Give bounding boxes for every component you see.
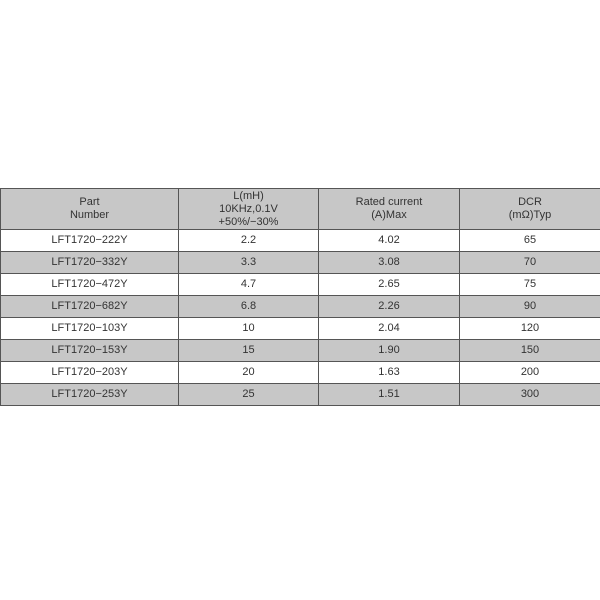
header-line: DCR: [518, 196, 542, 208]
cell-inductance: 15: [179, 340, 319, 362]
cell-inductance: 10: [179, 318, 319, 340]
header-line: (A)Max: [371, 209, 407, 221]
cell-part-number: LFT1720−203Y: [1, 362, 179, 384]
table-row: [1, 384, 600, 406]
cell-rated-current: 2.04: [319, 318, 460, 340]
table-row: [1, 230, 600, 252]
header-part-number: [1, 189, 179, 230]
cell-rated-current: 2.26: [319, 296, 460, 318]
cell-dcr: 70: [460, 252, 600, 274]
cell-dcr: 75: [460, 274, 600, 296]
header-line: 10KHz,0.1V: [219, 202, 278, 215]
header-rated-current: [319, 189, 460, 230]
table-row: [1, 296, 600, 318]
table-body: [1, 230, 600, 406]
header-dcr: [460, 189, 600, 230]
header-line: (mΩ)Typ: [508, 209, 552, 221]
cell-rated-current: 2.65: [319, 274, 460, 296]
cell-part-number: LFT1720−253Y: [1, 384, 179, 406]
table-row: [1, 318, 600, 340]
cell-inductance: 6.8: [179, 296, 319, 318]
table-row: [1, 274, 600, 296]
cell-rated-current: 3.08: [319, 252, 460, 274]
cell-inductance: 25: [179, 384, 319, 406]
cell-dcr: 120: [460, 318, 600, 340]
cell-part-number: LFT1720−682Y: [1, 296, 179, 318]
cell-part-number: LFT1720−103Y: [1, 318, 179, 340]
cell-rated-current: 1.51: [319, 384, 460, 406]
cell-rated-current: 1.90: [319, 340, 460, 362]
header-line: Part: [79, 196, 100, 208]
cell-inductance: 3.3: [179, 252, 319, 274]
cell-part-number: LFT1720−153Y: [1, 340, 179, 362]
header-line: Number: [69, 209, 110, 221]
table-row: [1, 362, 600, 384]
cell-dcr: 90: [460, 296, 600, 318]
header-line: L(mH): [233, 189, 264, 202]
cell-dcr: 300: [460, 384, 600, 406]
cell-inductance: 20: [179, 362, 319, 384]
cell-inductance: 4.7: [179, 274, 319, 296]
header-row: [1, 189, 600, 230]
cell-inductance: 2.2: [179, 230, 319, 252]
header-inductance: [179, 189, 319, 230]
cell-dcr: 200: [460, 362, 600, 384]
cell-rated-current: 1.63: [319, 362, 460, 384]
cell-part-number: LFT1720−472Y: [1, 274, 179, 296]
header-line: +50%/−30%: [218, 215, 279, 228]
cell-dcr: 65: [460, 230, 600, 252]
table-row: [1, 252, 600, 274]
header-line: Rated current: [355, 196, 423, 208]
cell-rated-current: 4.02: [319, 230, 460, 252]
inductor-spec-table: [0, 188, 600, 406]
cell-dcr: 150: [460, 340, 600, 362]
table-row: [1, 340, 600, 362]
cell-part-number: LFT1720−222Y: [1, 230, 179, 252]
cell-part-number: LFT1720−332Y: [1, 252, 179, 274]
table-header: [1, 189, 600, 230]
